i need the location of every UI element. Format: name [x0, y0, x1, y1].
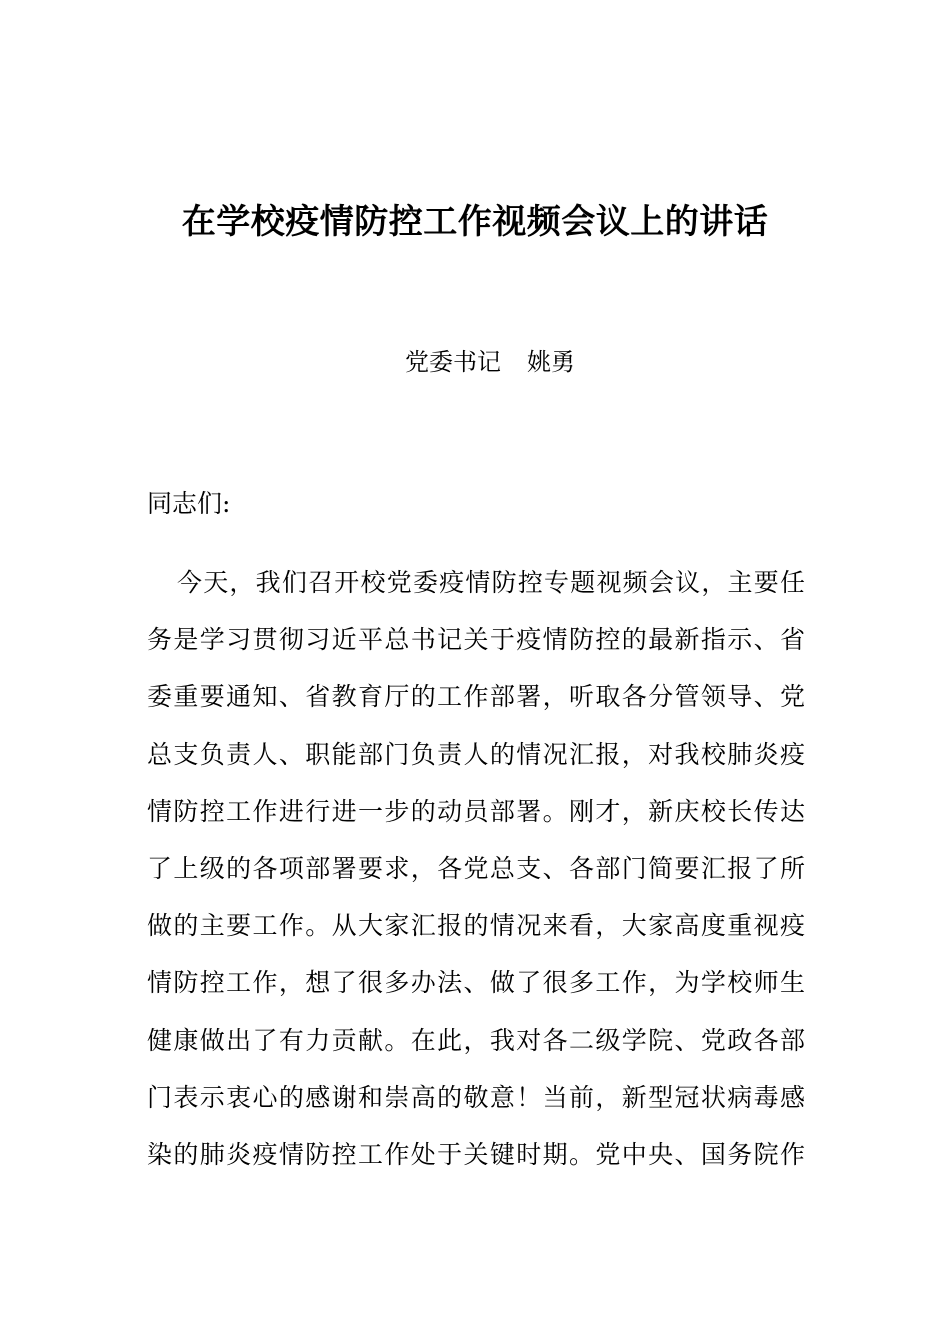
body-line: 做的主要工作。从大家汇报的情况来看，大家高度重视疫: [147, 911, 805, 941]
body-line: 务是学习贯彻习近平总书记关于疫情防控的最新指示、省: [147, 625, 805, 655]
document-title: 在学校疫情防控工作视频会议上的讲话: [181, 202, 769, 242]
author-line: [0, 344, 950, 380]
body-line: 了上级的各项部署要求，各党总支、各部门简要汇报了所: [147, 853, 805, 883]
body-line: 门表示衷心的感谢和崇高的敬意！当前，新型冠状病毒感: [147, 1082, 805, 1112]
author-name: 姚勇: [527, 348, 575, 376]
body-line: 染的肺炎疫情防控工作处于关键时期。党中央、国务院作: [147, 1139, 805, 1169]
salutation: 同志们:: [147, 489, 231, 518]
body-line: 总支负责人、职能部门负责人的情况汇报，对我校肺炎疫: [147, 739, 805, 769]
body-line: 情防控工作进行进一步的动员部署。刚才，新庆校长传达: [147, 796, 805, 826]
body-line: 今天，我们召开校党委疫情防控专题视频会议，主要任: [177, 568, 805, 597]
body-line: 健康做出了有力贡献。在此，我对各二级学院、党政各部: [147, 1025, 805, 1055]
body-line: 委重要通知、省教育厅的工作部署，听取各分管领导、党: [147, 682, 805, 712]
author-role: 党委书记: [405, 348, 501, 376]
body-paragraph: [147, 554, 805, 1183]
body-line: 情防控工作，想了很多办法、做了很多工作，为学校师生: [147, 968, 805, 998]
